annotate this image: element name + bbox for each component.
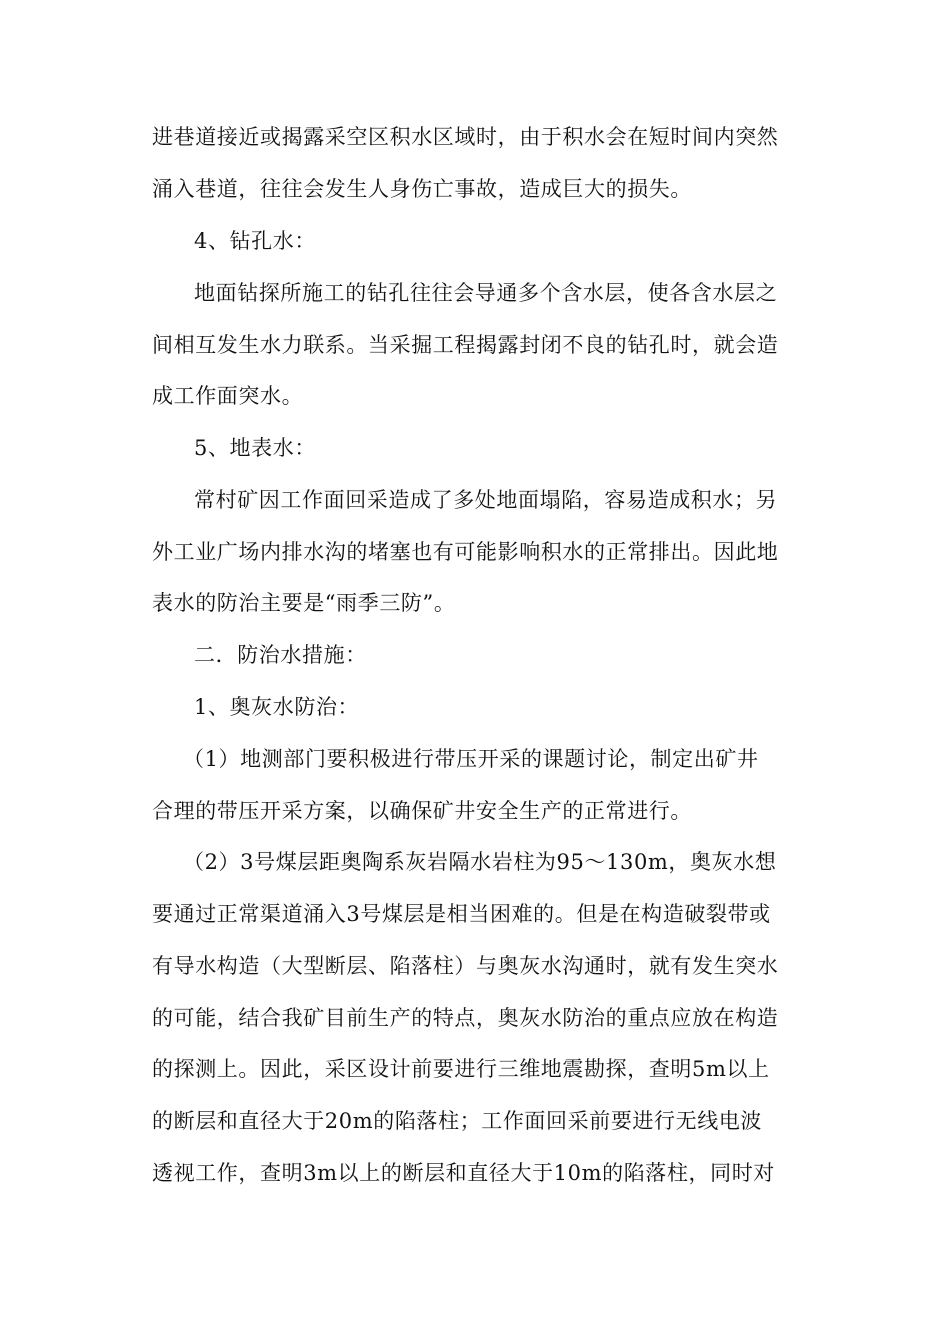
paragraph-line: 的可能，结合我矿目前生产的特点，奥灰水防治的重点应放在构造 — [152, 1006, 779, 1030]
paragraph-line: 合理的带压开采方案，以确保矿井安全生产的正常进行。 — [152, 799, 692, 823]
paragraph-line: 涌入巷道，往往会发生人身伤亡事故，造成巨大的损失。 — [152, 177, 692, 201]
paragraph-line: 地面钻探所施工的钻孔往往会导通多个含水层，使各含水层之 — [194, 281, 778, 305]
paragraph-line: 要通过正常渠道涌入3号煤层是相当困难的。但是在构造破裂带或 — [152, 902, 771, 926]
paragraph-line: 透视工作，查明3m以上的断层和直径大于10m的陷落柱，同时对 — [152, 1161, 775, 1185]
section-heading: 5、地表水： — [194, 436, 316, 460]
paragraph-line: 的探测上。因此，采区设计前要进行三维地震勘探，查明5m以上 — [152, 1057, 770, 1081]
section-heading: 1、奥灰水防治： — [194, 695, 360, 719]
paragraph-line: （2）3号煤层距奥陶系灰岩隔水岩柱为95～130m，奥灰水想 — [183, 850, 777, 874]
paragraph-line: 进巷道接近或揭露采空区积水区域时，由于积水会在短时间内突然 — [152, 125, 779, 149]
paragraph-line: 有导水构造（大型断层、陷落柱）与奥灰水沟通时，就有发生突水 — [152, 954, 779, 978]
paragraph-line: 常村矿因工作面回采造成了多处地面塌陷，容易造成积水；另 — [194, 488, 778, 512]
paragraph-line: 的断层和直径大于20m的陷落柱；工作面回采前要进行无线电波 — [152, 1109, 763, 1133]
section-heading: 二．防治水措施： — [194, 643, 367, 667]
paragraph-line: 外工业广场内排水沟的堵塞也有可能影响积水的正常排出。因此地 — [152, 540, 779, 564]
paragraph-line: 间相互发生水力联系。当采掘工程揭露封闭不良的钻孔时，就会造 — [152, 333, 779, 357]
paragraph-line: （1）地测部门要积极进行带压开采的课题讨论，制定出矿井 — [183, 747, 759, 771]
paragraph-line: 成工作面突水。 — [152, 384, 304, 408]
paragraph-line: 表水的防治主要是“雨季三防”。 — [152, 591, 456, 615]
section-heading: 4、钻孔水： — [194, 229, 316, 253]
